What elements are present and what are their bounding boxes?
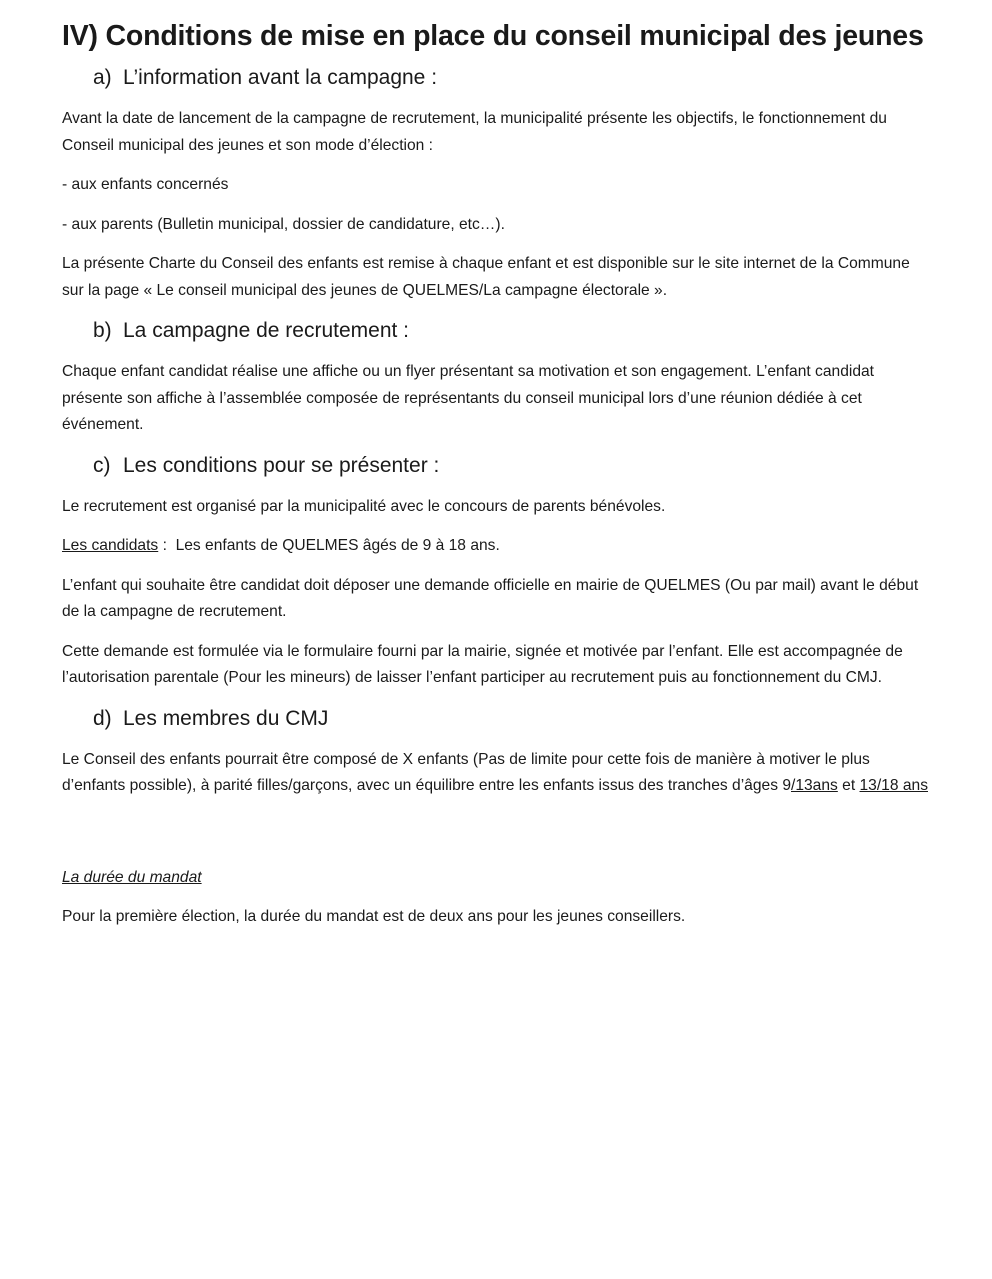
candidats-label: Les candidats <box>62 537 159 554</box>
section-d-heading <box>93 705 932 733</box>
age-range-9-13: /13ans <box>791 777 838 794</box>
section-c-candidats <box>62 533 932 560</box>
section-b-title: La campagne de recrutement : <box>123 319 410 342</box>
document-page <box>62 14 932 944</box>
section-c-paragraph-2: L’enfant qui souhaite être candidat doit déposer une demande officielle en mairie de QUELMES (Ou par mail) avant le début de la campagne de recrutement. <box>62 576 919 620</box>
section-c-letter: c) <box>93 453 111 477</box>
section-a-letter: a) <box>93 66 112 89</box>
candidats-separator: : <box>158 537 176 554</box>
section-d-paragraph-1 <box>62 747 932 800</box>
section-a-paragraph-2: La présente Charte du Conseil des enfants est remise à chaque enfant et est disponible sur le site internet de la Commune sur la page « Le conseil municipal des jeunes de QUELMES/La campagne électorale ». <box>62 255 910 299</box>
section-c-title: Les conditions pour se présenter : <box>123 453 440 477</box>
section-b-letter: b) <box>93 319 112 342</box>
mandat-paragraph: Pour la première élection, la durée du mandat est de deux ans pour les jeunes conseillers. <box>62 908 686 925</box>
section-a-paragraph-1: Avant la date de lancement de la campagne de recrutement, la municipalité présente les objectifs, le fonctionnement du Conseil municipal des jeunes et son mode d’élection : <box>62 110 887 154</box>
section-d-letter: d) <box>93 706 112 730</box>
page-title: IV) Conditions de mise en place du conseil municipal des jeunes <box>62 20 924 52</box>
section-d-title: Les membres du CMJ <box>123 706 329 730</box>
section-d-conjunction: et <box>837 777 860 794</box>
spacer <box>62 813 932 865</box>
section-c-paragraph-3: Cette demande est formulée via le formulaire fourni par la mairie, signée et motivée par l’enfant. Elle est accompagnée de l’autorisation parentale (Pour les mineurs) de laisser l’enfant participer au recrutement puis au fonctionnement du CMJ. <box>62 642 903 686</box>
age-range-13-18: 13/18 ans <box>859 777 928 794</box>
candidats-text: Les enfants de QUELMES âgés de 9 à 18 ans. <box>175 537 500 554</box>
mandat-heading <box>62 865 932 892</box>
mandat-label: La durée du mandat <box>62 868 202 886</box>
section-a-list-item-2: - aux parents (Bulletin municipal, dossier de candidature, etc…). <box>62 215 505 233</box>
section-a-title: L’information avant la campagne : <box>123 66 438 89</box>
section-c-heading <box>93 452 932 480</box>
section-b-paragraph-1: Chaque enfant candidat réalise une affiche ou un flyer présentant sa motivation et son engagement. L’enfant candidat présente son affiche à l’assemblée composée de représentants du conseil municipal lors d’une réunion dédiée à cet événement. <box>62 363 875 433</box>
section-a-list-item-1: - aux enfants concernés <box>62 176 229 193</box>
section-d-text: Le Conseil des enfants pourrait être composé de X enfants (Pas de limite pour cette fois de manière à motiver le plus d’enfants possible), à parité filles/garçons, avec un équilibre entre les enfants issus des tranches d’âges 9 <box>62 750 870 794</box>
section-a-heading <box>93 64 932 92</box>
section-b-heading <box>93 317 932 345</box>
section-c-paragraph-1: Le recrutement est organisé par la municipalité avec le concours de parents bénévoles. <box>62 497 666 515</box>
